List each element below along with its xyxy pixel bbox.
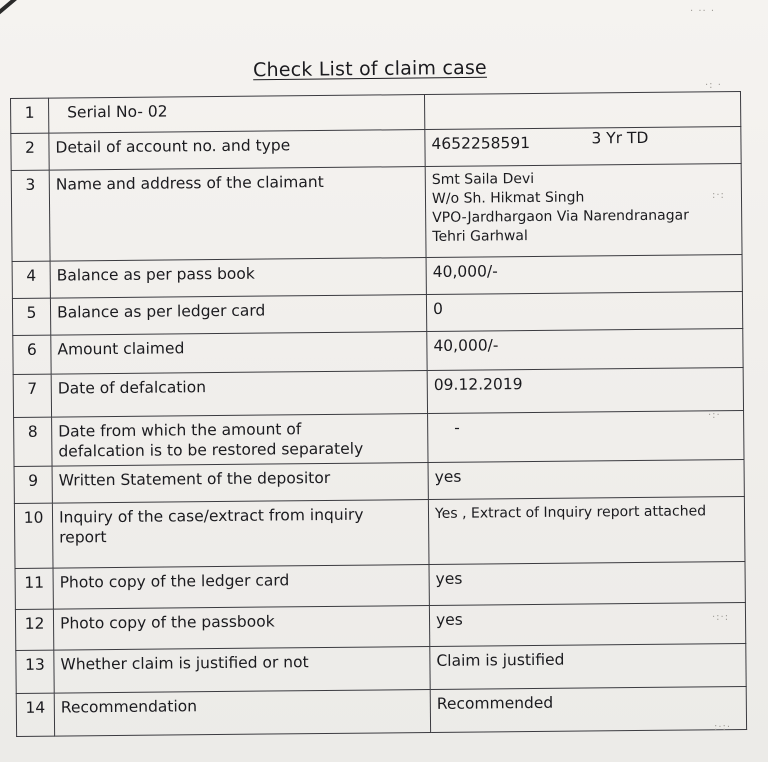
row-number: 10: [14, 503, 53, 568]
row-label: [52, 414, 428, 467]
checklist-table: [10, 91, 747, 737]
bleed-through-mark: ·:·:: [712, 612, 730, 623]
row-label-line: defalcation is to be restored separately: [58, 439, 364, 461]
row-number: 4: [12, 261, 50, 298]
pen-mark: [0, 0, 37, 22]
claimant-village: VPO-Jardhargaon Via Narendranagar: [432, 207, 690, 226]
claimant-address: [425, 163, 742, 257]
claimant-district: Tehri Garhwal: [432, 228, 528, 245]
row-number: 12: [15, 609, 53, 650]
row-value: yes: [429, 561, 745, 605]
table-row: [14, 496, 745, 568]
row-label: Date of defalcation: [51, 371, 427, 418]
row-value: [425, 126, 741, 166]
checklist-sheet: [10, 91, 746, 737]
row-label: Serial No- 02: [49, 95, 425, 134]
table-row: [16, 686, 746, 736]
row-number: 3: [11, 170, 50, 261]
row-number: 11: [15, 568, 53, 609]
bleed-through-mark: ·: ·: [705, 80, 722, 91]
row-value: 0: [426, 291, 742, 331]
row-number: 8: [14, 417, 52, 466]
row-number: 6: [13, 335, 51, 374]
row-number: 2: [11, 133, 49, 170]
row-label: Photo copy of the ledger card: [53, 564, 429, 609]
bleed-through-mark: :·:: [712, 190, 725, 201]
account-type: 3 Yr TD: [591, 128, 649, 148]
row-label: Recommendation: [54, 689, 430, 736]
bleed-through-mark: · ·· ·: [690, 6, 716, 17]
row-label-line: report: [59, 528, 107, 547]
table-row: [11, 163, 742, 261]
row-value: Claim is justified: [430, 643, 746, 689]
account-number: 4652258591: [431, 134, 531, 153]
bleed-through-mark: :·:·: [714, 722, 732, 733]
row-label: Whether claim is justified or not: [54, 646, 430, 693]
document-title: Check List of claim case: [253, 56, 487, 82]
row-value: 40,000/-: [427, 328, 743, 370]
row-number: 7: [13, 374, 51, 417]
row-number: 14: [16, 693, 54, 736]
row-value: 40,000/-: [426, 254, 742, 294]
row-value: [424, 91, 740, 129]
row-label-line: Inquiry of the case/extract from inquiry: [58, 505, 364, 527]
row-value: -: [428, 410, 744, 462]
row-value: Recommended: [430, 686, 746, 732]
table-row: [15, 561, 745, 609]
row-label-line: Date from which the amount of: [58, 420, 302, 441]
row-number: 5: [12, 298, 50, 335]
table-row: [14, 410, 744, 466]
row-value: yes: [428, 459, 744, 499]
row-value: 09.12.2019: [427, 367, 743, 413]
row-label: Photo copy of the passbook: [53, 605, 429, 650]
claimant-name: Smt Saila Devi: [431, 170, 535, 188]
row-label: Detail of account no. and type: [49, 130, 425, 171]
row-label: [52, 500, 429, 569]
row-number: 1: [11, 98, 49, 133]
row-label: Balance as per pass book: [50, 258, 426, 299]
row-label: Balance as per ledger card: [50, 295, 426, 336]
row-value: Yes , Extract of Inquiry report attached: [428, 496, 745, 564]
row-number: 9: [14, 466, 52, 503]
table-row: [16, 643, 746, 693]
row-label: Name and address of the claimant: [49, 167, 426, 262]
table-row: [13, 367, 743, 417]
claimant-relation: W/o Sh. Hikmat Singh: [431, 189, 585, 207]
bleed-through-mark: ·:·: [708, 410, 721, 421]
row-value: yes: [429, 602, 745, 646]
row-label: Written Statement of the depositor: [52, 463, 428, 504]
row-number: 13: [16, 650, 54, 693]
row-label: Amount claimed: [51, 332, 427, 375]
table-row: [15, 602, 745, 650]
